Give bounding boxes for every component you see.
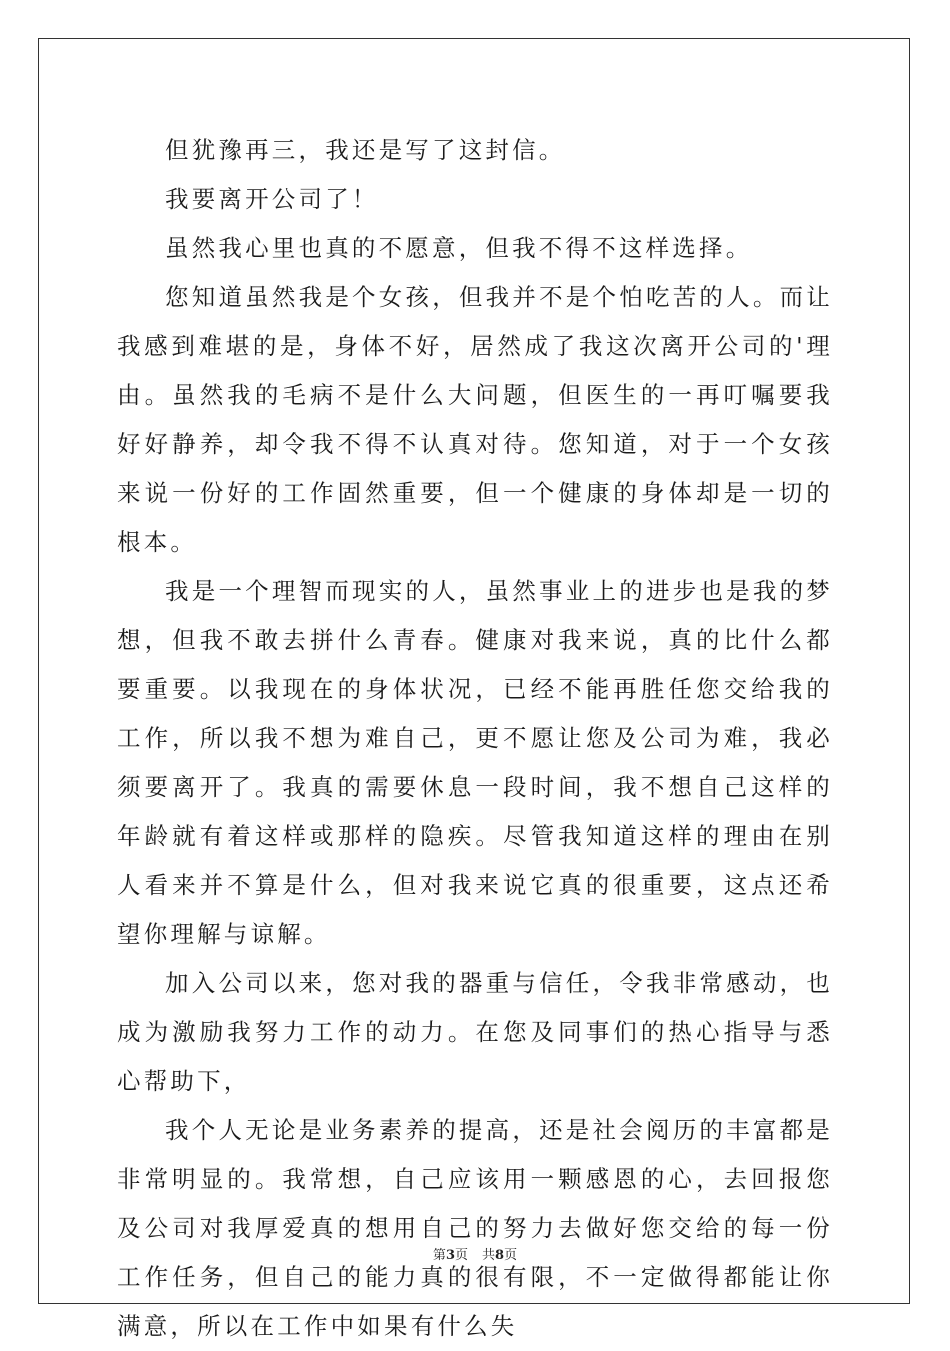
paragraph: 但犹豫再三，我还是写了这封信。 — [165, 136, 566, 164]
page-footer — [0, 1247, 950, 1265]
page-prefix: 第 — [432, 1248, 446, 1263]
total-unit: 页 — [504, 1248, 518, 1263]
page-unit: 页 — [454, 1248, 468, 1263]
paragraph: 虽然我心里也真的不愿意，但我不得不这样选择。 — [165, 234, 753, 262]
paragraph: 我个人无论是业务素养的提高，还是社会阅历的丰富都是非常明显的。我常想，自己应该用一颗感恩的心，去回报您及公司对我厚爱真的想用自己的努力去做好您交给的每一份工作任务，但自己的能力真的很有限，不一定做得都能让你满意，所以在工作中如果有什么失 — [117, 1116, 833, 1340]
page-number: 3 — [445, 1248, 455, 1263]
paragraph: 我是一个理智而现实的人，虽然事业上的进步也是我的梦想，但我不敢去拼什么青春。健康对我来说，真的比什么都要重要。以我现在的身体状况，已经不能再胜任您交给我的工作，所以我不想为难自己，更不愿让您及公司为难，我必须要离开了。我真的需要休息一段时间，我不想自己这样的年龄就有着这样或那样的隐疾。尽管我知道这样的理由在别人看来并不算是什么，但对我来说它真的很重要，这点还希望你理解与谅解。 — [117, 577, 833, 948]
paragraph: 您知道虽然我是个女孩，但我并不是个怕吃苦的人。而让我感到难堪的是，身体不好，居然成了我这次离开公司的'理由。虽然我的毛病不是什么大问题，但医生的一再叮嘱要我好好静养，却令我不得不认真对待。您知道，对于一个女孩来说一份好的工作固然重要，但一个健康的身体却是一切的根本。 — [117, 283, 833, 556]
paragraph: 加入公司以来，您对我的器重与信任，令我非常感动，也成为激励我努力工作的动力。在您及同事们的热心指导与悉心帮助下， — [117, 969, 833, 1095]
document-body — [117, 126, 833, 1351]
paragraph: 我要离开公司了！ — [165, 185, 379, 213]
total-prefix: 共 — [482, 1248, 496, 1263]
total-pages: 8 — [495, 1248, 505, 1263]
